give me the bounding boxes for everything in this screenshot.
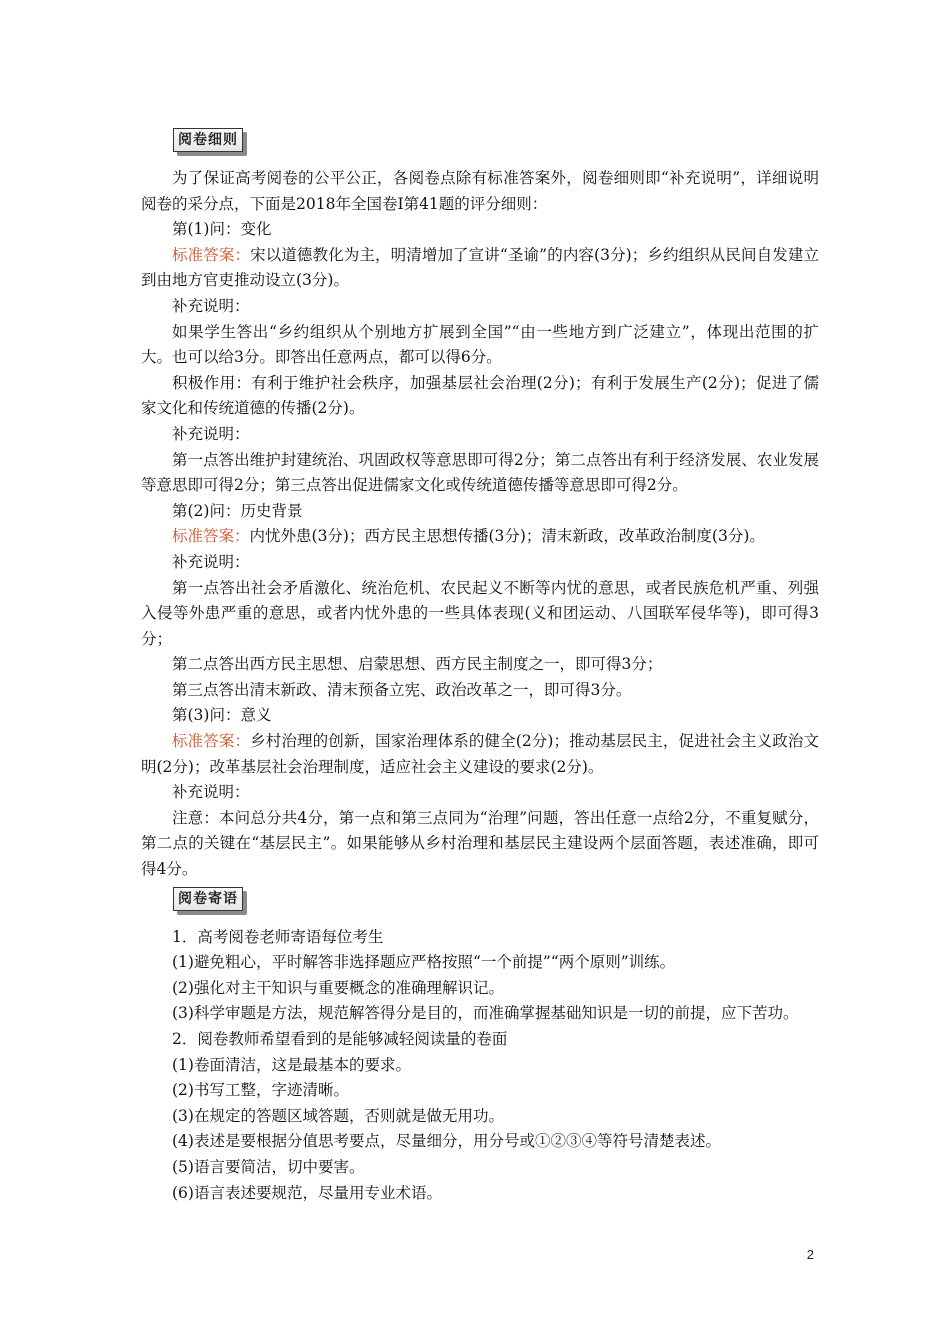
- paragraph: [141, 950, 819, 976]
- paragraph: [141, 678, 819, 704]
- paragraph: [141, 729, 819, 780]
- paragraph: [141, 294, 819, 320]
- section-badge-reading-message: [173, 887, 819, 921]
- paragraph-text: 为了保证高考阅卷的公平公正，各阅卷点除有标准答案外，阅卷细则即“补充说明”，详细说明阅卷的采分点，下面是2018年全国卷Ⅰ第41题的评分细则：: [141, 169, 819, 213]
- paragraph: [141, 1129, 819, 1155]
- paragraph-text: 第三点答出清末新政、清末预备立宪、政治改革之一，即可得3分。: [172, 680, 632, 699]
- paragraph-text: (1)避免粗心，平时解答非选择题应严格按照“一个前提”“两个原则”训练。: [172, 953, 676, 972]
- paragraph-text: 第二点答出西方民主思想、启蒙思想、西方民主制度之一，即可得3分；: [172, 655, 663, 674]
- paragraph: [141, 1078, 819, 1104]
- paragraph: [141, 976, 819, 1002]
- paragraph-text: (3)科学审题是方法，规范解答得分是目的，而准确掌握基础知识是一切的前提，应下苦功。: [172, 1004, 799, 1023]
- paragraph: [141, 925, 819, 951]
- badge-label: 阅卷细则: [173, 128, 243, 152]
- section-reading-rules-body: [141, 166, 819, 883]
- paragraph: [141, 780, 819, 806]
- paragraph: [141, 703, 819, 729]
- standard-answer-label: 标准答案：: [172, 732, 251, 751]
- paragraph: [141, 1181, 819, 1207]
- paragraph-text: 第一点答出维护封建统治、巩固政权等意思即可得2分；第二点答出有利于经济发展、农业发展等意思即可得2分；第三点答出促进儒家文化或传统道德传播等意思即可得2分。: [141, 450, 819, 495]
- paragraph: [141, 1155, 819, 1181]
- paragraph-text: 1．高考阅卷老师寄语每位考生: [172, 927, 384, 946]
- paragraph: [141, 652, 819, 678]
- paragraph: [141, 550, 819, 576]
- paragraph-text: 补充说明：: [172, 424, 250, 443]
- paragraph-text: 第(2)问：历史背景: [172, 501, 303, 520]
- paragraph: [141, 371, 819, 422]
- paragraph: [141, 1027, 819, 1053]
- page-number: 2: [806, 1247, 814, 1262]
- paragraph: [141, 576, 819, 653]
- paragraph-text: 宋以道德教化为主，明清增加了宣讲“圣谕”的内容(3分)；乡约组织从民间自发建立到由地方官吏推动设立(3分)。: [141, 245, 819, 290]
- paragraph-text: 补充说明：: [172, 783, 250, 802]
- paragraph-text: (2)书写工整，字迹清晰。: [172, 1081, 349, 1100]
- page-content: [141, 128, 819, 1206]
- paragraph: [141, 422, 819, 448]
- paragraph-text: (5)语言要简洁，切中要害。: [172, 1157, 365, 1176]
- paragraph: [141, 806, 819, 883]
- paragraph-text: (6)语言表述要规范，尽量用专业术语。: [172, 1183, 442, 1202]
- paragraph: [141, 217, 819, 243]
- paragraph-text: 内忧外患(3分)；西方民主思想传播(3分)；清末新政，改革政治制度(3分)。: [249, 527, 765, 546]
- paragraph-text: 第(1)问：变化: [172, 220, 272, 239]
- paragraph: [141, 499, 819, 525]
- paragraph-text: 第(3)问：意义: [172, 706, 272, 725]
- paragraph-text: (2)强化对主干知识与重要概念的准确理解识记。: [172, 978, 504, 997]
- paragraph-text: (3)在规定的答题区域答题，否则就是做无用功。: [172, 1106, 504, 1125]
- paragraph-text: 积极作用：有利于维护社会秩序，加强基层社会治理(2分)；有利于发展生产(2分)；促进了儒家文化和传统道德的传播(2分)。: [141, 373, 819, 418]
- paragraph-text: 注意：本问总分共4分，第一点和第三点同为“治理”问题，答出任意一点给2分，不重复赋分，第二点的关键在“基层民主”。如果能够从乡村治理和基层民主建设两个层面答题，表述准确，即可得4分。: [141, 808, 819, 879]
- paragraph: [141, 1001, 819, 1027]
- paragraph-text: 补充说明：: [172, 296, 250, 315]
- paragraph: [141, 166, 819, 217]
- paragraph-text: (1)卷面清洁，这是最基本的要求。: [172, 1055, 411, 1074]
- paragraph: [141, 448, 819, 499]
- paragraph-text: 如果学生答出“乡约组织从个别地方扩展到全国”“由一些地方到广泛建立”，体现出范围的扩大。也可以给3分。即答出任意两点，都可以得6分。: [141, 322, 819, 367]
- paragraph: [141, 1104, 819, 1130]
- section-badge-reading-rules: [173, 128, 819, 162]
- paragraph-text: 第一点答出社会矛盾激化、统治危机、农民起义不断等内忧的意思，或者民族危机严重、列强入侵等外患严重的意思，或者内忧外患的一些具体表现(义和团运动、八国联军侵华等)，即可得3分；: [141, 578, 819, 648]
- standard-answer-label: 标准答案：: [172, 527, 250, 546]
- paragraph-text: 补充说明：: [172, 552, 250, 571]
- paragraph-text: 2．阅卷教师希望看到的是能够减轻阅读量的卷面: [172, 1030, 508, 1048]
- paragraph: [141, 320, 819, 371]
- paragraph: [141, 1053, 819, 1079]
- section-reading-message-body: [141, 925, 819, 1207]
- standard-answer-label: 标准答案：: [172, 245, 251, 264]
- paragraph-text: (4)表述是要根据分值思考要点，尽量细分，用分号或①②③④等符号清楚表述。: [172, 1132, 721, 1151]
- badge-label: 阅卷寄语: [173, 887, 243, 911]
- paragraph-text: 乡村治理的创新，国家治理体系的健全(2分)；推动基层民主，促进社会主义政治文明(2分)；改革基层社会治理制度，适应社会主义建设的要求(2分)。: [141, 732, 819, 776]
- paragraph: [141, 243, 819, 294]
- paragraph: [141, 524, 819, 550]
